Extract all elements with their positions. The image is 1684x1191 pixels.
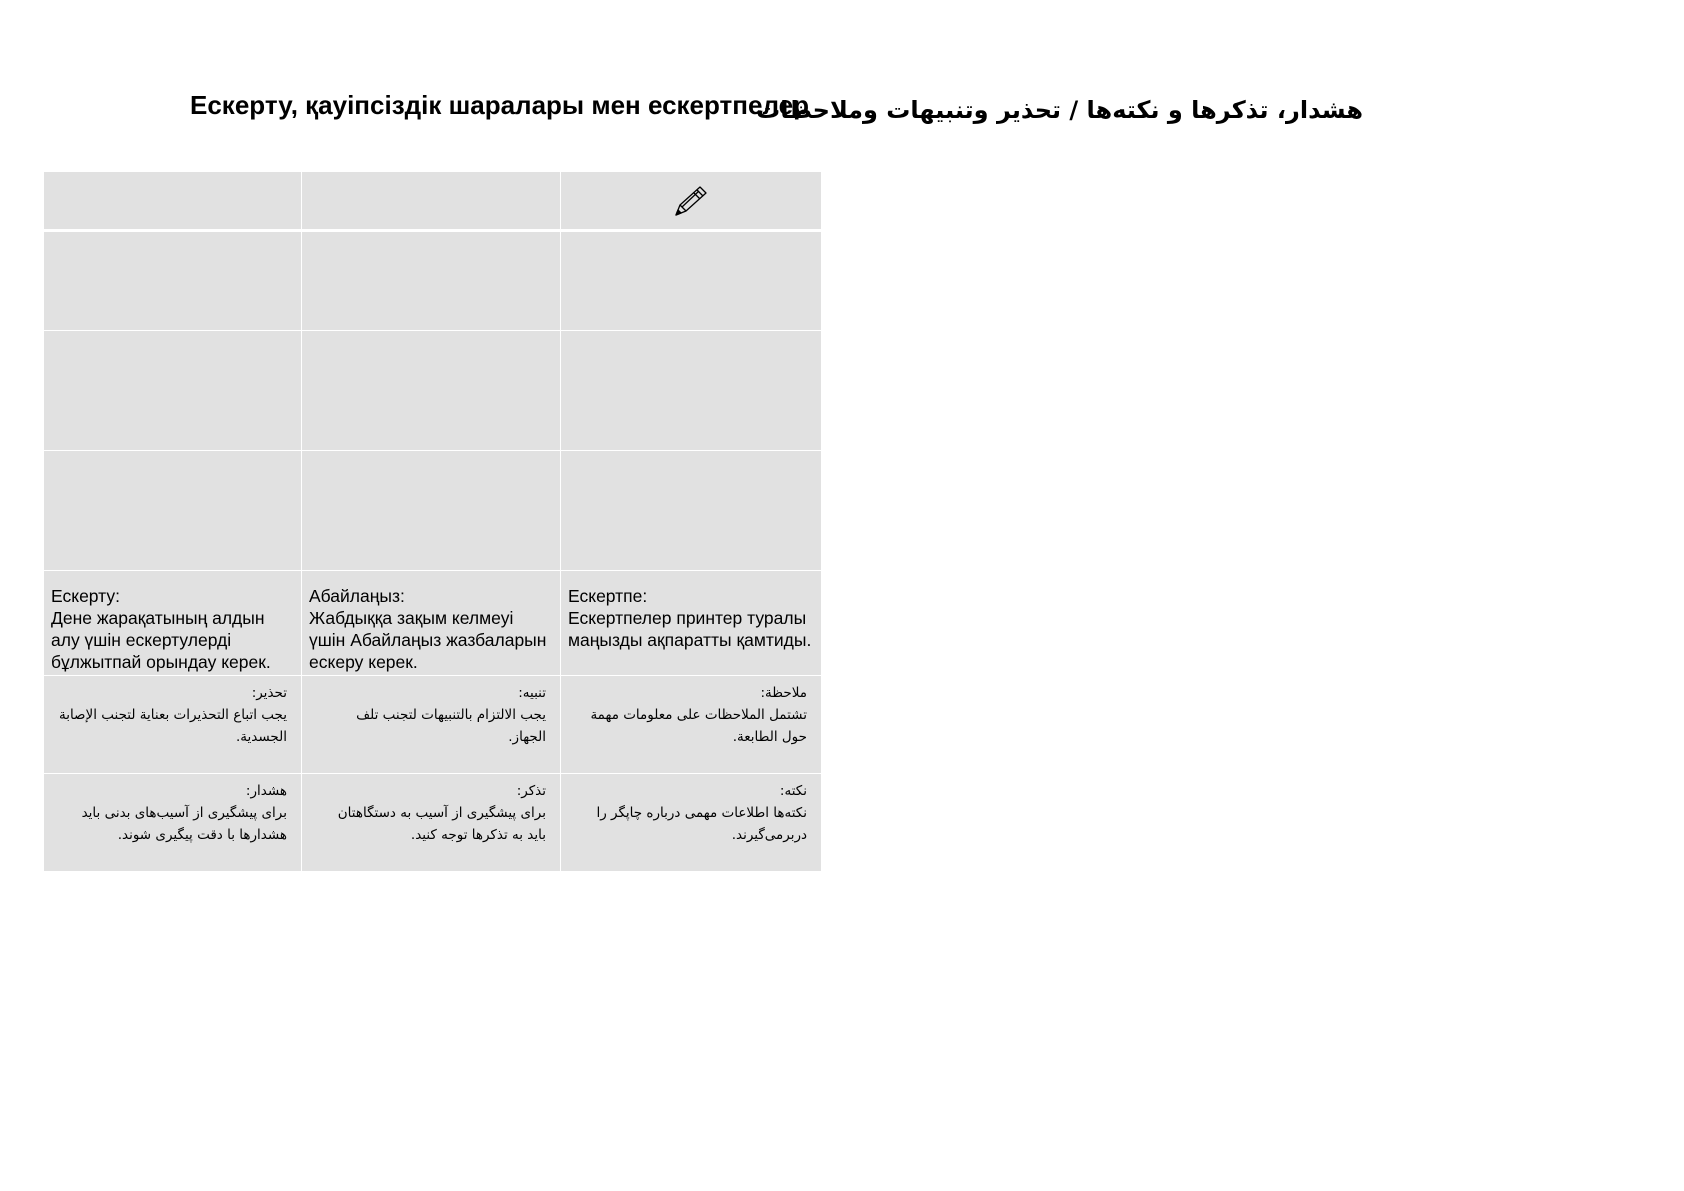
kazakh-caution-text: Жабдыққа зақым келмеуі үшін Абайлаңыз жазбаларын ескеру керек. xyxy=(309,608,547,672)
kazakh-note-label: Ескертпе: xyxy=(568,586,648,606)
arabic-caution-label: تنبيه: xyxy=(518,685,546,701)
arabic-note-cell xyxy=(561,676,821,774)
notice-table xyxy=(44,172,821,879)
page-title-persian-arabic: هشدار، تذکرها و نکته‌ها / تحذير وتنبيهات وملاحظات xyxy=(756,96,1363,124)
kazakh-note-cell xyxy=(561,571,821,676)
arabic-note-text: تشتمل الملاحظات على معلومات مهمة حول الطابعة. xyxy=(590,707,807,745)
arabic-warning-cell xyxy=(44,676,302,774)
warning-icon-cell xyxy=(44,172,302,232)
empty-cell xyxy=(44,232,302,331)
empty-cell xyxy=(561,331,821,451)
arabic-note-label: ملاحظة: xyxy=(760,685,807,701)
empty-cell xyxy=(44,451,302,571)
persian-warning-text: برای پیشگیری از آسیب‌های بدنی باید هشدارها با دقت پیگیری شوند. xyxy=(81,805,287,843)
kazakh-warning-cell xyxy=(44,571,302,676)
persian-note-cell xyxy=(561,774,821,872)
kazakh-caution-cell xyxy=(302,571,561,676)
kazakh-warning-label: Ескерту: xyxy=(51,586,120,606)
kazakh-warning-text: Дене жарақатының алдын алу үшін ескертулерді бұлжытпай орындау керек. xyxy=(51,608,271,672)
arabic-warning-label: تحذير: xyxy=(251,685,287,701)
persian-note-text: نکته‌ها اطلاعات مهمی درباره چاپگر را دربرمی‌گیرند. xyxy=(596,805,807,843)
empty-cell xyxy=(561,232,821,331)
persian-caution-label: تذکر: xyxy=(516,783,546,799)
arabic-caution-cell xyxy=(302,676,561,774)
kazakh-note-text: Ескертпелер принтер туралы маңызды ақпаратты қамтиды. xyxy=(568,608,812,650)
pencil-icon xyxy=(672,183,710,219)
empty-cell xyxy=(561,451,821,571)
persian-caution-cell xyxy=(302,774,561,872)
arabic-warning-text: يجب اتباع التحذيرات بعناية لتجنب الإصابة الجسدية. xyxy=(58,707,287,745)
persian-note-label: نکته: xyxy=(779,783,807,799)
empty-cell xyxy=(302,331,561,451)
caution-icon-cell xyxy=(302,172,561,232)
persian-warning-cell xyxy=(44,774,302,872)
empty-cell xyxy=(302,232,561,331)
persian-warning-label: هشدار: xyxy=(245,783,287,799)
kazakh-caution-label: Абайлаңыз: xyxy=(309,586,405,606)
empty-cell xyxy=(44,331,302,451)
note-icon-cell xyxy=(561,172,821,232)
empty-cell xyxy=(302,451,561,571)
persian-caution-text: برای پیشگیری از آسیب به دستگاهتان باید به تذکرها توجه کنید. xyxy=(337,805,546,843)
arabic-caution-text: يجب الالتزام بالتنبيهات لتجنب تلف الجهاز. xyxy=(356,707,546,745)
page-title-kazakh: Ескерту, қауіпсіздік шаралары мен ескертпелер xyxy=(190,90,809,120)
